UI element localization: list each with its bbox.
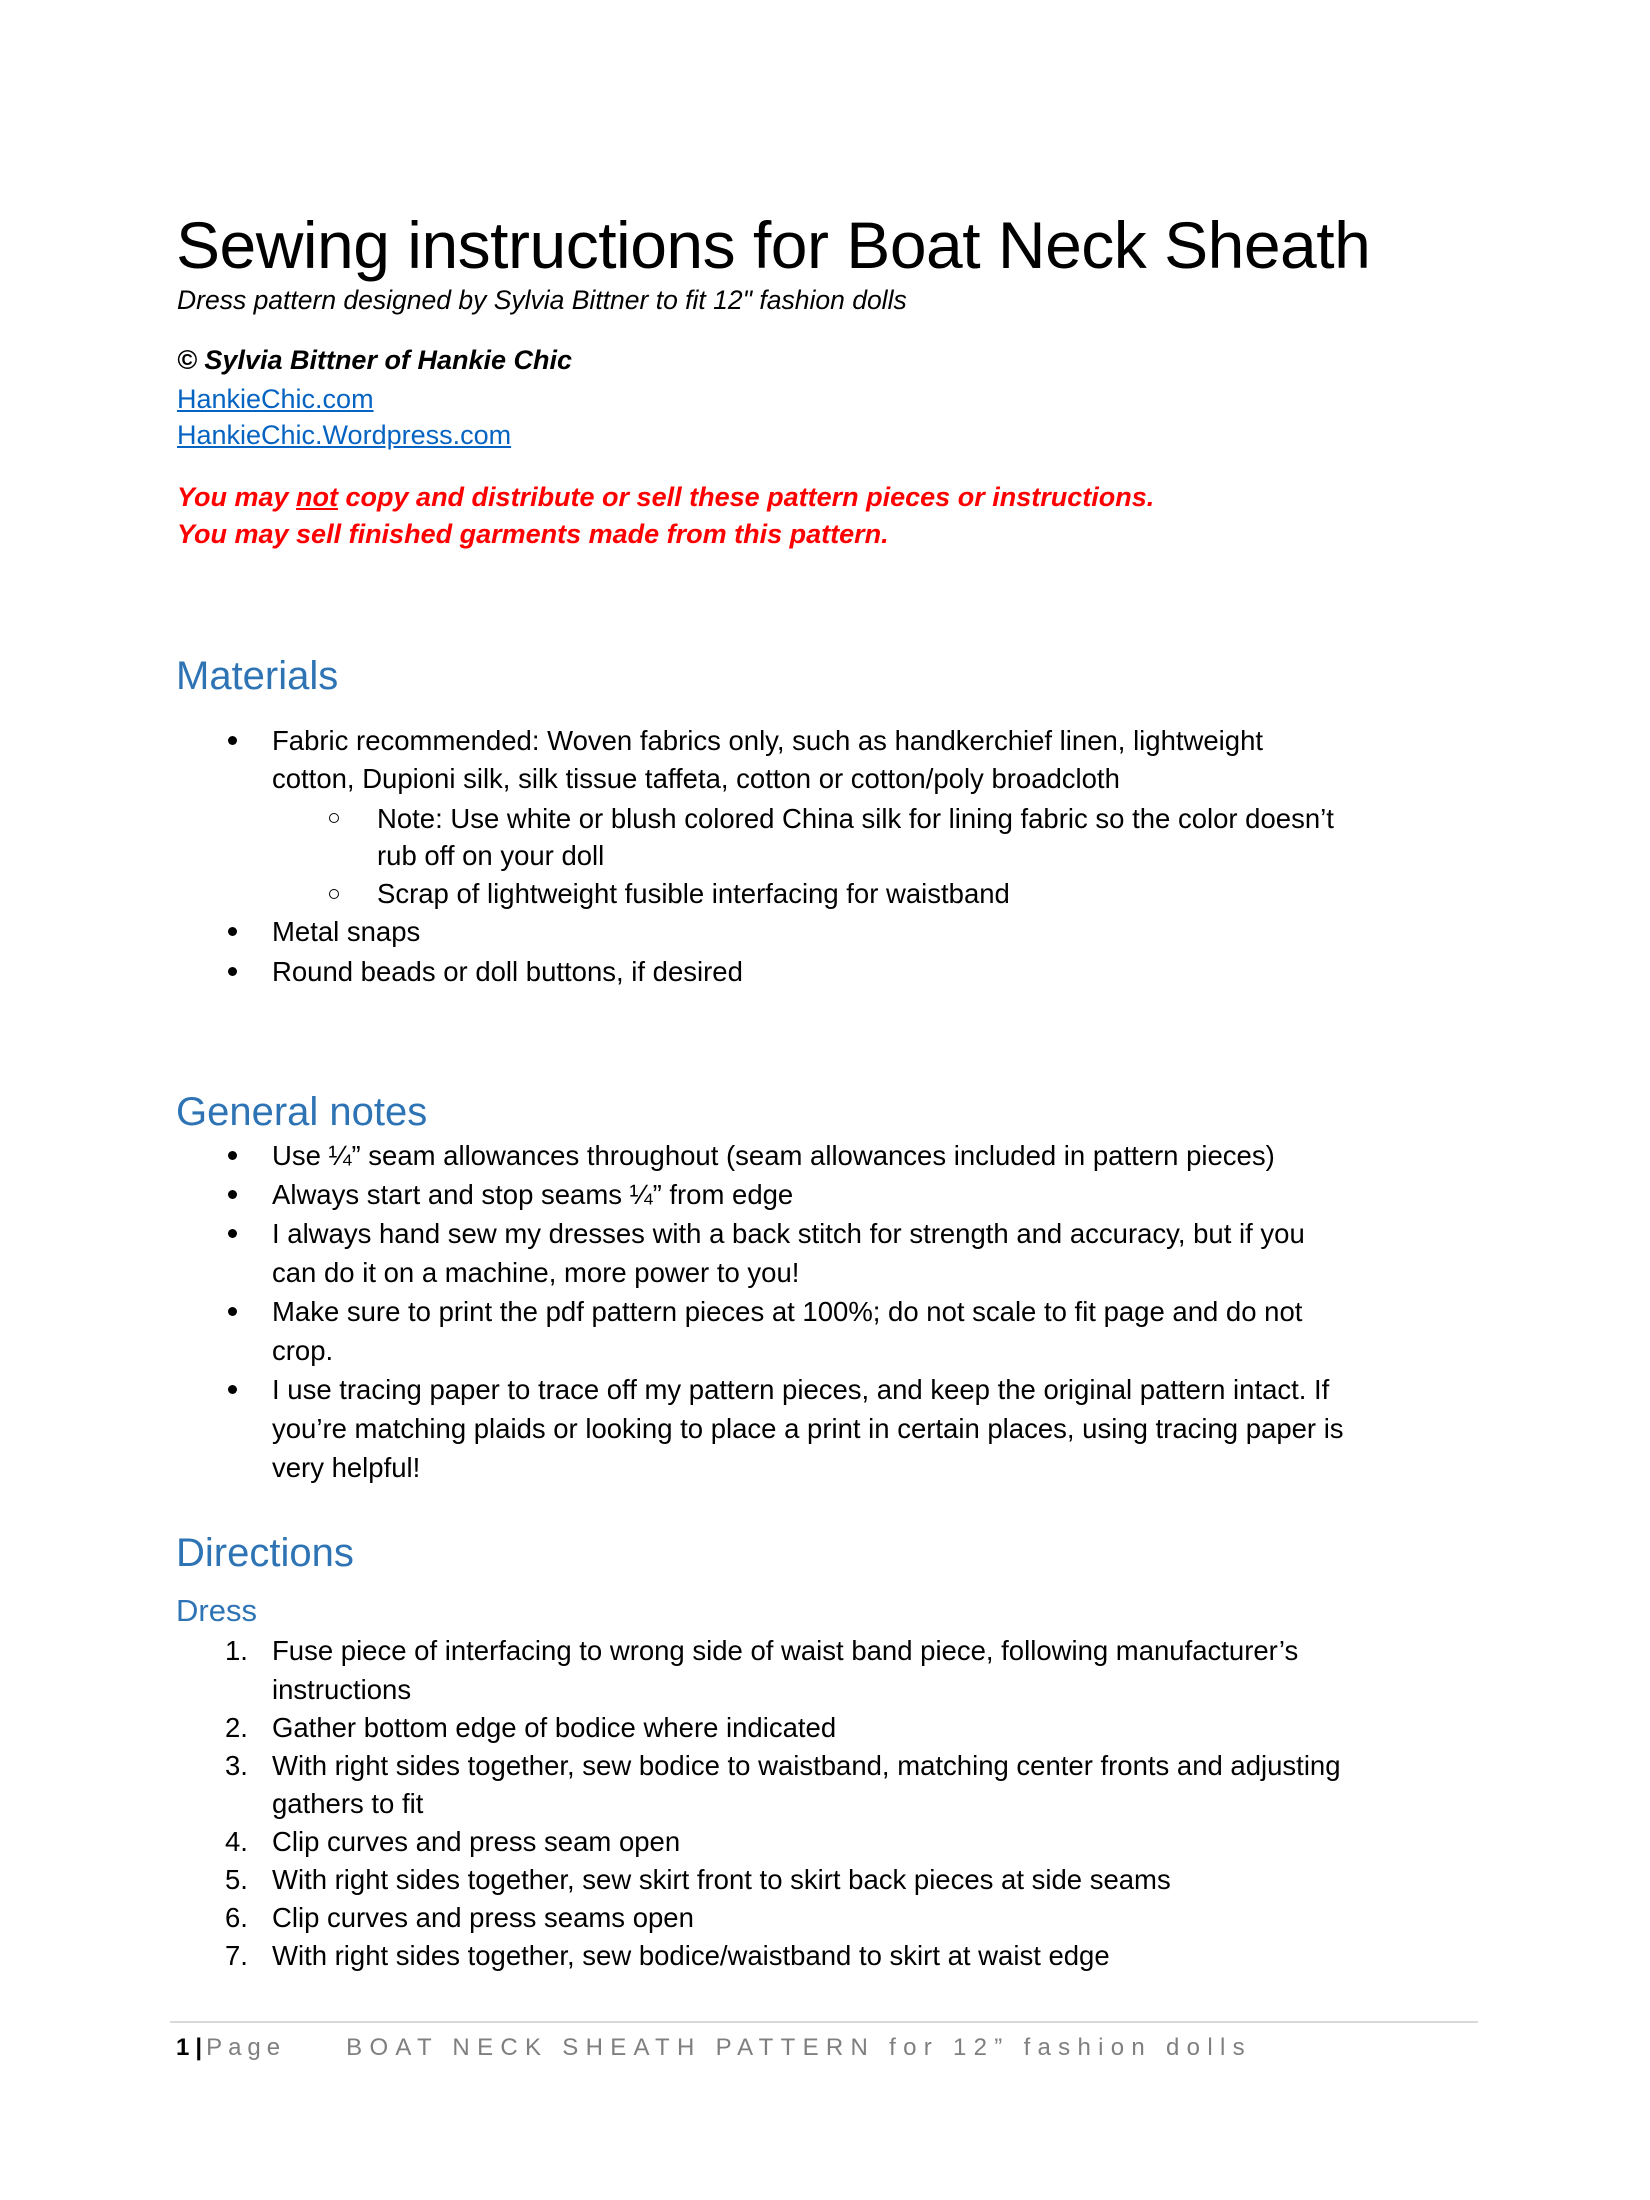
step-item: With right sides together, sew bodice to waistband, matching center fronts and adjusting xyxy=(272,1750,1341,1781)
notice-text: You may xyxy=(177,482,297,512)
bullet-icon xyxy=(228,1385,237,1394)
step-number: 6. xyxy=(225,1902,248,1933)
sell-permission-notice: You may sell finished garments made from this pattern. xyxy=(177,519,889,549)
hankiechic-link[interactable]: HankieChic.com xyxy=(177,384,374,414)
step-number: 5. xyxy=(225,1864,248,1895)
note-item: Use ¼” seam allowances throughout (seam allowances included in pattern pieces) xyxy=(272,1140,1275,1171)
step-number: 4. xyxy=(225,1826,248,1857)
step-item: With right sides together, sew skirt front to skirt back pieces at side seams xyxy=(272,1864,1171,1895)
materials-item-continued: cotton, Dupioni silk, silk tissue taffeta, cotton or cotton/poly broadcloth xyxy=(272,763,1120,794)
copy-restriction-notice xyxy=(177,484,1154,511)
footer-separator: | xyxy=(195,2034,203,2061)
sub-bullet-icon xyxy=(329,889,339,899)
note-item-continued: crop. xyxy=(272,1335,334,1366)
note-item: I always hand sew my dresses with a back stitch for strength and accuracy, but if you xyxy=(272,1218,1305,1249)
step-item-continued: gathers to fit xyxy=(272,1788,424,1819)
sub-bullet-icon xyxy=(329,813,339,823)
step-number: 7. xyxy=(225,1940,248,1971)
bullet-icon xyxy=(228,736,237,745)
materials-item: Metal snaps xyxy=(272,916,421,947)
step-number: 1. xyxy=(225,1635,248,1666)
copyright-notice: © Sylvia Bittner of Hankie Chic xyxy=(177,345,572,375)
materials-heading: Materials xyxy=(176,654,339,698)
step-number: 3. xyxy=(225,1750,248,1781)
bullet-icon xyxy=(228,1151,237,1160)
materials-item: Fabric recommended: Woven fabrics only, such as handkerchief linen, lightweight xyxy=(272,725,1264,756)
note-item: I use tracing paper to trace off my pattern pieces, and keep the original pattern intact. If xyxy=(272,1374,1330,1405)
step-number: 2. xyxy=(225,1712,248,1743)
hankiechic-wordpress-link[interactable]: HankieChic.Wordpress.com xyxy=(177,420,512,450)
materials-subitem-continued: rub off on your doll xyxy=(377,840,605,871)
note-item-continued: you’re matching plaids or looking to place a print in certain places, using tracing paper is xyxy=(272,1413,1344,1444)
footer-divider xyxy=(170,2021,1478,2023)
general-notes-heading: General notes xyxy=(176,1090,428,1134)
materials-subitem: Note: Use white or blush colored China silk for lining fabric so the color doesn’t xyxy=(377,803,1334,834)
step-item: With right sides together, sew bodice/waistband to skirt at waist edge xyxy=(272,1940,1110,1971)
document-title: Sewing instructions for Boat Neck Sheath xyxy=(176,208,1371,282)
bullet-icon xyxy=(228,927,237,936)
step-item: Clip curves and press seam open xyxy=(272,1826,681,1857)
note-item-continued: very helpful! xyxy=(272,1452,421,1483)
notice-emphasis: not xyxy=(296,482,339,512)
note-item-continued: can do it on a machine, more power to you! xyxy=(272,1257,800,1288)
note-item: Always start and stop seams ¼” from edge xyxy=(272,1179,794,1210)
bullet-icon xyxy=(228,1307,237,1316)
step-item: Gather bottom edge of bodice where indicated xyxy=(272,1712,837,1743)
bullet-icon xyxy=(228,1190,237,1199)
materials-item: Round beads or doll buttons, if desired xyxy=(272,956,743,987)
dress-subheading: Dress xyxy=(176,1593,257,1628)
directions-heading: Directions xyxy=(176,1531,354,1575)
bullet-icon xyxy=(228,967,237,976)
step-item: Fuse piece of interfacing to wrong side of waist band piece, following manufacturer’s xyxy=(272,1635,1299,1666)
step-item: Clip curves and press seams open xyxy=(272,1902,694,1933)
page-number: 1 xyxy=(176,2034,190,2061)
footer-document-name: BOAT NECK SHEATH PATTERN for 12” fashion dolls xyxy=(346,2034,1252,2061)
materials-subitem: Scrap of lightweight fusible interfacing for waistband xyxy=(377,878,1010,909)
page-footer xyxy=(176,2036,1252,2060)
step-item-continued: instructions xyxy=(272,1674,412,1705)
document-subtitle: Dress pattern designed by Sylvia Bittner to fit 12" fashion dolls xyxy=(177,285,907,315)
page-label: Page xyxy=(206,2034,287,2061)
bullet-icon xyxy=(228,1229,237,1238)
notice-text: copy and distribute or sell these pattern pieces or instructions. xyxy=(338,482,1155,512)
note-item: Make sure to print the pdf pattern pieces at 100%; do not scale to fit page and do not xyxy=(272,1296,1303,1327)
